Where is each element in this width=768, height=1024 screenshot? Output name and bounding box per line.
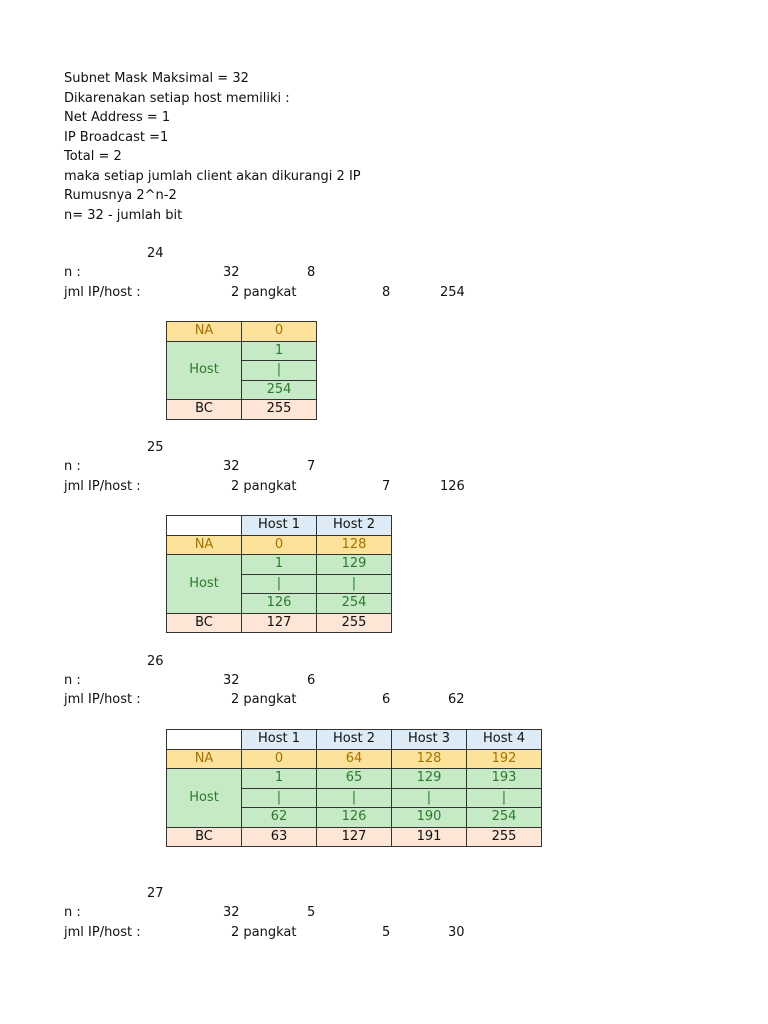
total-value: 32: [223, 459, 240, 474]
first-host-cell: 1: [242, 341, 317, 361]
corner-cell: [167, 516, 242, 536]
bc-cell: 63: [242, 827, 317, 847]
first-host-cell: 193: [467, 769, 542, 789]
hosts-value: 62: [448, 692, 465, 707]
host-label: Host: [167, 341, 242, 400]
prefix-value: 26: [147, 654, 164, 669]
na-label: NA: [167, 535, 242, 555]
subnet-table-24: [166, 321, 317, 420]
intro-line: maka setiap jumlah client akan dikurangi 2 IP: [64, 168, 361, 184]
na-cell: 0: [242, 535, 317, 555]
total-value: 32: [223, 905, 240, 920]
intro-line: Rumusnya 2^n-2: [64, 188, 177, 203]
intro-line: Dikarenakan setiap host memiliki :: [64, 90, 290, 106]
bc-cell: 127: [242, 613, 317, 633]
corner-cell: [167, 730, 242, 750]
jml-label: jml IP/host :: [64, 285, 141, 300]
first-host-cell: 1: [242, 769, 317, 789]
bits-value: 8: [307, 265, 316, 280]
subnet-table-26: [166, 729, 542, 847]
host-label: Host: [167, 769, 242, 828]
intro-line: Subnet Mask Maksimal = 32: [64, 71, 249, 86]
jml-label: jml IP/host :: [64, 692, 141, 707]
n-label: n :: [64, 265, 81, 280]
column-header: Host 2: [317, 516, 392, 536]
last-host-cell: 190: [392, 808, 467, 828]
bits-value: 7: [307, 459, 316, 474]
na-cell: 128: [392, 749, 467, 769]
range-separator: |: [242, 574, 317, 594]
first-host-cell: 65: [317, 769, 392, 789]
jml-label: jml IP/host :: [64, 479, 141, 494]
na-label: NA: [167, 322, 242, 342]
bc-label: BC: [167, 613, 242, 633]
bc-cell: 255: [317, 613, 392, 633]
exp-value: 8: [382, 285, 391, 300]
intro-line: Total = 2: [64, 149, 122, 164]
range-separator: |: [242, 361, 317, 381]
last-host-cell: 126: [242, 594, 317, 614]
first-host-cell: 129: [392, 769, 467, 789]
bits-value: 5: [307, 905, 316, 920]
hosts-value: 254: [440, 285, 465, 300]
n-label: n :: [64, 459, 81, 474]
exp-value: 6: [382, 692, 391, 707]
pangkat-label: 2 pangkat: [231, 285, 297, 300]
host-label: Host: [167, 555, 242, 614]
hosts-value: 30: [448, 925, 465, 940]
intro-text: [64, 69, 361, 225]
total-value: 32: [223, 673, 240, 688]
last-host-cell: 126: [317, 808, 392, 828]
first-host-cell: 1: [242, 555, 317, 575]
pangkat-label: 2 pangkat: [231, 692, 297, 707]
hosts-value: 126: [440, 479, 465, 494]
na-cell: 64: [317, 749, 392, 769]
n-label: n :: [64, 673, 81, 688]
na-cell: 192: [467, 749, 542, 769]
n-label: n :: [64, 905, 81, 920]
last-host-cell: 254: [242, 380, 317, 400]
exp-value: 7: [382, 479, 391, 494]
column-header: Host 1: [242, 516, 317, 536]
na-cell: 0: [242, 749, 317, 769]
bc-cell: 255: [467, 827, 542, 847]
intro-line: n= 32 - jumlah bit: [64, 207, 183, 223]
prefix-value: 24: [147, 246, 164, 261]
bc-cell: 127: [317, 827, 392, 847]
bc-label: BC: [167, 827, 242, 847]
pangkat-label: 2 pangkat: [231, 479, 297, 494]
prefix-value: 25: [147, 440, 164, 455]
na-cell: 0: [242, 322, 317, 342]
bc-label: BC: [167, 400, 242, 420]
bc-cell: 191: [392, 827, 467, 847]
column-header: Host 1: [242, 730, 317, 750]
column-header: Host 3: [392, 730, 467, 750]
na-label: NA: [167, 749, 242, 769]
bc-cell: 255: [242, 400, 317, 420]
first-host-cell: 129: [317, 555, 392, 575]
jml-label: jml IP/host :: [64, 925, 141, 940]
last-host-cell: 62: [242, 808, 317, 828]
exp-value: 5: [382, 925, 391, 940]
intro-line: IP Broadcast =1: [64, 129, 169, 145]
na-cell: 128: [317, 535, 392, 555]
column-header: Host 2: [317, 730, 392, 750]
range-separator: |: [392, 788, 467, 808]
pangkat-label: 2 pangkat: [231, 925, 297, 940]
last-host-cell: 254: [317, 594, 392, 614]
subnet-table-25: [166, 515, 392, 633]
column-header: Host 4: [467, 730, 542, 750]
range-separator: |: [317, 574, 392, 594]
bits-value: 6: [307, 673, 316, 688]
intro-line: Net Address = 1: [64, 110, 171, 125]
range-separator: |: [242, 788, 317, 808]
range-separator: |: [317, 788, 392, 808]
prefix-value: 27: [147, 886, 164, 901]
total-value: 32: [223, 265, 240, 280]
last-host-cell: 254: [467, 808, 542, 828]
range-separator: |: [467, 788, 542, 808]
